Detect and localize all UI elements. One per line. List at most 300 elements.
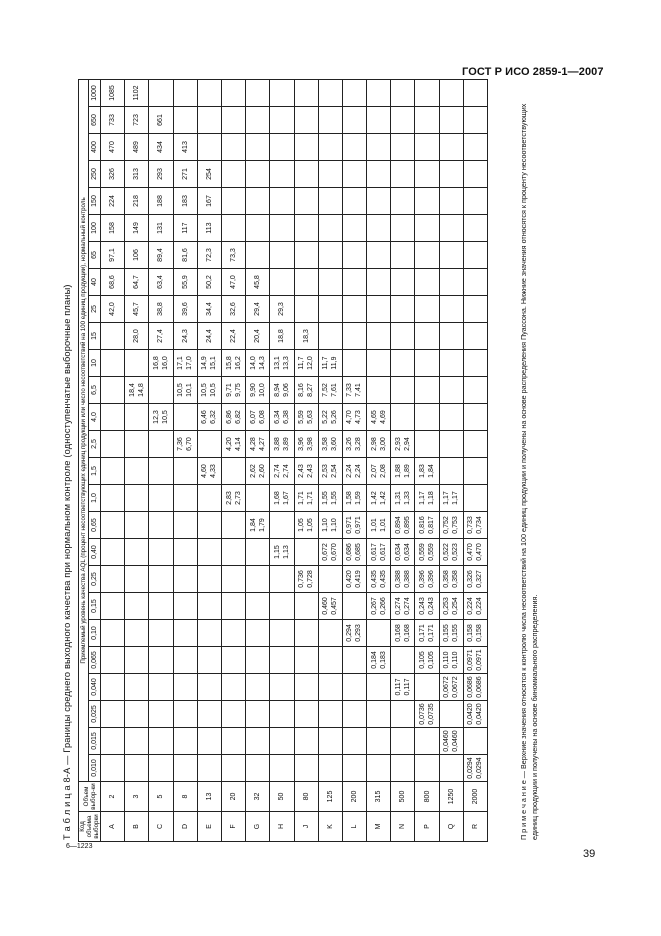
aoql-value-cell	[197, 79, 221, 106]
aoql-value-cell	[367, 161, 391, 188]
sample-size-cell: 50	[270, 782, 294, 812]
aoql-value-cell	[342, 755, 366, 782]
aql-level-header: 65	[88, 242, 100, 269]
aoql-value-cell: 6,34 6,38	[270, 404, 294, 431]
aoql-value-cell: 113	[197, 215, 221, 242]
sample-code-cell: B	[125, 812, 149, 842]
aoql-value-cell	[270, 269, 294, 296]
aoql-value-cell	[367, 323, 391, 350]
aoql-value-cell: 0,634 0,634	[391, 539, 415, 566]
aoql-value-cell	[391, 107, 415, 134]
aoql-value-cell	[342, 269, 366, 296]
aoql-value-cell	[173, 458, 197, 485]
aoql-value-cell	[391, 79, 415, 106]
aoql-value-cell: 0,158 0,158	[463, 620, 487, 647]
aql-level-header: 0,15	[88, 593, 100, 620]
aoql-value-cell: 254	[197, 161, 221, 188]
sample-code-cell: K	[318, 812, 342, 842]
aoql-value-cell: 0,0460 0,0460	[439, 728, 463, 755]
aoql-value-cell	[439, 323, 463, 350]
aoql-value-cell	[463, 161, 487, 188]
aoql-value-cell	[342, 701, 366, 728]
aoql-value-cell	[367, 377, 391, 404]
aoql-value-cell: 22,4	[221, 323, 245, 350]
aoql-value-cell	[221, 458, 245, 485]
aoql-value-cell	[463, 404, 487, 431]
aoql-value-cell: 8,94 9,06	[270, 377, 294, 404]
aoql-value-cell	[246, 161, 270, 188]
aoql-value-cell: 3,26 3,28	[342, 431, 366, 458]
aoql-value-cell: 0,267 0,266	[367, 593, 391, 620]
aoql-value-cell	[294, 134, 318, 161]
aoql-value-cell	[318, 242, 342, 269]
aoql-value-cell	[173, 512, 197, 539]
aoql-value-cell: 1,17 1,18	[415, 485, 439, 512]
aoql-value-cell	[246, 701, 270, 728]
aoql-value-cell	[246, 566, 270, 593]
aoql-value-cell: 158	[101, 215, 125, 242]
aoql-value-cell	[391, 269, 415, 296]
aoql-value-cell	[173, 404, 197, 431]
aoql-value-cell	[294, 188, 318, 215]
aoql-value-cell: 1,10 1,10	[318, 512, 342, 539]
sample-code-cell: J	[294, 812, 318, 842]
aoql-value-cell	[415, 728, 439, 755]
aql-level-header: 0,65	[88, 512, 100, 539]
aql-level-header: 250	[88, 161, 100, 188]
sample-code-cell: H	[270, 812, 294, 842]
sample-size-cell: 20	[221, 782, 245, 812]
aoql-value-cell	[197, 647, 221, 674]
aoql-value-cell	[125, 674, 149, 701]
aoql-value-cell	[367, 755, 391, 782]
aoql-value-cell	[391, 242, 415, 269]
aoql-value-cell: 149	[125, 215, 149, 242]
aoql-value-cell: 34,4	[197, 296, 221, 323]
aoql-value-cell	[246, 593, 270, 620]
aql-level-header: 150	[88, 188, 100, 215]
aoql-value-cell: 12,3 10,5	[149, 404, 173, 431]
aoql-value-cell: 24,4	[197, 323, 221, 350]
aoql-value-cell: 32,6	[221, 296, 245, 323]
aoql-value-cell: 20,4	[246, 323, 270, 350]
aoql-value-cell: 0,816 0,817	[415, 512, 439, 539]
aoql-value-cell	[342, 161, 366, 188]
aoql-value-cell: 4,70 4,73	[342, 404, 366, 431]
aoql-value-cell: 63,4	[149, 269, 173, 296]
aoql-value-cell: 97,1	[101, 242, 125, 269]
aql-level-header: 0,010	[88, 755, 100, 782]
aoql-value-cell: 271	[173, 161, 197, 188]
aoql-value-cell	[342, 107, 366, 134]
aoql-value-cell	[270, 728, 294, 755]
aoql-value-cell: 72,3	[197, 242, 221, 269]
aoql-value-cell	[270, 701, 294, 728]
aoql-value-cell	[367, 107, 391, 134]
aoql-value-cell	[125, 458, 149, 485]
sample-code-cell: E	[197, 812, 221, 842]
sample-code-cell: D	[173, 812, 197, 842]
sample-size-cell: 800	[415, 782, 439, 812]
aoql-value-cell	[173, 620, 197, 647]
aoql-value-cell: 0,0971 0,0971	[463, 647, 487, 674]
aoql-value-cell: 0,559 0,559	[415, 539, 439, 566]
sample-code-cell: G	[246, 812, 270, 842]
aoql-value-cell	[367, 79, 391, 106]
aoql-value-cell: 1,71 1,71	[294, 485, 318, 512]
rotated-table-block	[58, 82, 558, 842]
aoql-value-cell	[149, 593, 173, 620]
aoql-value-cell	[149, 539, 173, 566]
aoql-value-cell	[294, 107, 318, 134]
aoql-value-cell: 2,07 2,08	[367, 458, 391, 485]
sample-code-cell: R	[463, 812, 487, 842]
aoql-value-cell	[101, 431, 125, 458]
aoql-value-cell: 2,53 2,54	[318, 458, 342, 485]
aoql-value-cell	[221, 620, 245, 647]
aoql-value-cell	[439, 269, 463, 296]
aoql-value-cell: 224	[101, 188, 125, 215]
aoql-value-cell	[101, 539, 125, 566]
aoql-value-cell	[463, 134, 487, 161]
sample-code-cell: F	[221, 812, 245, 842]
aoql-value-cell: 0,171 0,171	[415, 620, 439, 647]
aoql-value-cell	[318, 728, 342, 755]
aoql-value-cell	[294, 296, 318, 323]
aoql-value-cell	[101, 350, 125, 377]
aoql-value-cell: 434	[149, 134, 173, 161]
aoql-value-cell: 413	[173, 134, 197, 161]
col-header-code: Код объема выборки	[79, 812, 101, 842]
print-mark: 6—1223	[66, 843, 93, 850]
aoql-value-cell	[270, 647, 294, 674]
aoql-value-cell: 0,294 0,293	[342, 620, 366, 647]
aoql-value-cell: 7,33 7,41	[342, 377, 366, 404]
aoql-value-cell	[221, 647, 245, 674]
aoql-value-cell	[246, 620, 270, 647]
aoql-value-cell	[149, 566, 173, 593]
aoql-value-cell	[294, 674, 318, 701]
aoql-value-cell	[415, 242, 439, 269]
aoql-value-cell	[415, 79, 439, 106]
table-caption: Т а б л и ц а 8-А — Границы среднего выходного качества при нормальном контроле (одноступенчатые выборочные планы)	[62, 284, 72, 840]
aql-level-header: 4,0	[88, 404, 100, 431]
aoql-value-cell: 0,470 0,470	[463, 539, 487, 566]
aoql-value-cell	[197, 674, 221, 701]
aoql-value-cell: 9,71 9,75	[221, 377, 245, 404]
aql-level-header: 0,065	[88, 647, 100, 674]
aoql-value-cell	[101, 566, 125, 593]
aoql-value-cell	[246, 647, 270, 674]
aoql-value-cell	[391, 215, 415, 242]
aoql-value-cell	[415, 404, 439, 431]
aoql-value-cell	[391, 188, 415, 215]
aoql-value-cell: 0,184 0,183	[367, 647, 391, 674]
aoql-value-cell	[342, 134, 366, 161]
aoql-value-cell	[149, 79, 173, 106]
aoql-value-cell	[463, 79, 487, 106]
sample-size-cell: 2	[101, 782, 125, 812]
aoql-value-cell	[197, 107, 221, 134]
aoql-value-cell	[197, 431, 221, 458]
aoql-value-cell	[367, 620, 391, 647]
aoql-value-cell: 1102	[125, 79, 149, 106]
table-row	[221, 79, 245, 841]
aoql-value-cell	[463, 431, 487, 458]
aoql-value-cell: 0,274 0,274	[391, 593, 415, 620]
aoql-value-cell	[318, 755, 342, 782]
aoql-value-cell: 1,17 1,17	[439, 485, 463, 512]
aoql-value-cell	[246, 134, 270, 161]
table-row	[415, 79, 439, 841]
aoql-value-cell: 11,7 11,9	[318, 350, 342, 377]
aoql-value-cell	[415, 134, 439, 161]
aoql-value-cell	[101, 512, 125, 539]
aoql-value-cell: 489	[125, 134, 149, 161]
aoql-value-cell	[197, 539, 221, 566]
aoql-value-cell	[125, 701, 149, 728]
aoql-value-cell	[463, 242, 487, 269]
col-header-size: Объем выбор-ки	[79, 782, 101, 812]
sample-size-cell: 2000	[463, 782, 487, 812]
aoql-value-cell	[221, 79, 245, 106]
aoql-value-cell	[415, 755, 439, 782]
aoql-value-cell	[246, 539, 270, 566]
aoql-value-cell	[367, 701, 391, 728]
aoql-value-cell	[463, 296, 487, 323]
aoql-value-cell: 45,7	[125, 296, 149, 323]
aoql-value-cell	[149, 485, 173, 512]
aoql-value-cell	[125, 593, 149, 620]
aoql-value-cell: 55,9	[173, 269, 197, 296]
table-note: П р и м е ч а н и е — Верхние значения относятся к контролю числа несоответствий на 100 единиц продукции и получены на основе распределения Пуассона. Нижние значения относятся к проценту несоответствующих единиц продукции и получены на основе биномиального распределения.	[519, 103, 539, 840]
aql-level-header: 400	[88, 134, 100, 161]
aql-level-header: 0,40	[88, 539, 100, 566]
aoql-value-cell	[270, 566, 294, 593]
aoql-value-cell	[463, 188, 487, 215]
aoql-value-cell	[415, 161, 439, 188]
aoql-value-cell	[342, 79, 366, 106]
page-number: 39	[583, 848, 596, 860]
aoql-value-cell: 10,5 10,1	[173, 377, 197, 404]
aoql-value-cell	[101, 323, 125, 350]
aoql-value-cell: 2,62 2,60	[246, 458, 270, 485]
aoql-value-cell: 14,0 14,3	[246, 350, 270, 377]
sample-size-cell: 5	[149, 782, 173, 812]
aoql-value-cell	[463, 107, 487, 134]
aoql-value-cell	[246, 728, 270, 755]
aoql-value-cell: 15,8 16,2	[221, 350, 245, 377]
aoql-value-cell: 42,0	[101, 296, 125, 323]
sample-code-cell: L	[342, 812, 366, 842]
aoql-value-cell	[101, 458, 125, 485]
aql-level-header: 0,015	[88, 728, 100, 755]
aoql-value-cell	[439, 161, 463, 188]
sample-size-cell: 1250	[439, 782, 463, 812]
aoql-value-cell	[101, 377, 125, 404]
aoql-value-cell	[173, 539, 197, 566]
aoql-value-cell: 3,58 3,60	[318, 431, 342, 458]
aoql-value-cell: 0,894 0,895	[391, 512, 415, 539]
aoql-value-cell	[463, 728, 487, 755]
aoql-value-cell	[125, 350, 149, 377]
aoql-value-cell	[415, 377, 439, 404]
aoql-value-cell: 1,01 1,01	[367, 512, 391, 539]
aoql-value-cell	[463, 350, 487, 377]
aoql-value-cell	[318, 296, 342, 323]
aoql-value-cell: 0,736 0,728	[294, 566, 318, 593]
document-id: ГОСТ Р ИСО 2859-1—2007	[462, 66, 604, 78]
aoql-value-cell	[294, 620, 318, 647]
aoql-value-cell	[463, 323, 487, 350]
aoql-value-cell: 64,7	[125, 269, 149, 296]
table-row	[270, 79, 294, 841]
aoql-value-cell	[197, 593, 221, 620]
aoql-value-cell	[439, 107, 463, 134]
aoql-value-cell: 47,0	[221, 269, 245, 296]
sample-code-cell: N	[391, 812, 415, 842]
aql-level-header: 100	[88, 215, 100, 242]
aoql-value-cell	[149, 458, 173, 485]
aoql-value-cell	[318, 620, 342, 647]
aoql-value-cell: 0,110 0,110	[439, 647, 463, 674]
aoql-value-cell	[318, 566, 342, 593]
aoql-value-cell	[149, 431, 173, 458]
aoql-value-cell	[246, 674, 270, 701]
aoql-value-cell	[342, 728, 366, 755]
sample-size-cell: 125	[318, 782, 342, 812]
aoql-value-cell	[367, 188, 391, 215]
aoql-value-cell	[391, 296, 415, 323]
aoql-value-cell: 45,8	[246, 269, 270, 296]
aoql-value-cell	[125, 620, 149, 647]
aoql-value-cell: 6,86 6,82	[221, 404, 245, 431]
aoql-value-cell: 1,05 1,05	[294, 512, 318, 539]
aoql-value-cell: 183	[173, 188, 197, 215]
aoql-value-cell: 1,84 1,79	[246, 512, 270, 539]
aoql-value-cell	[439, 350, 463, 377]
aoql-value-cell: 106	[125, 242, 149, 269]
aoql-value-cell	[367, 269, 391, 296]
aoql-value-cell	[221, 512, 245, 539]
table-row	[318, 79, 342, 841]
aoql-value-cell: 5,22 5,26	[318, 404, 342, 431]
aoql-value-cell	[101, 755, 125, 782]
aoql-value-cell	[439, 701, 463, 728]
aoql-value-cell	[125, 404, 149, 431]
table-row	[342, 79, 366, 841]
aoql-value-cell	[270, 674, 294, 701]
aoql-value-cell	[173, 755, 197, 782]
aql-level-header: 0,040	[88, 674, 100, 701]
aoql-value-cell: 2,74 2,74	[270, 458, 294, 485]
aoql-value-cell	[415, 296, 439, 323]
aoql-value-cell: 0,733 0,734	[463, 512, 487, 539]
aoql-value-cell	[367, 134, 391, 161]
aoql-value-cell: 1085	[101, 79, 125, 106]
aoql-value-cell	[173, 79, 197, 106]
aoql-value-cell	[318, 79, 342, 106]
aoql-value-cell: 14,9 15,1	[197, 350, 221, 377]
sample-size-cell: 315	[367, 782, 391, 812]
aoql-value-cell: 0,155 0,155	[439, 620, 463, 647]
aoql-value-cell: 9,90 10,0	[246, 377, 270, 404]
aoql-value-cell	[197, 701, 221, 728]
aoql-value-cell: 68,6	[101, 269, 125, 296]
aoql-value-cell: 0,105 0,105	[415, 647, 439, 674]
aoql-value-cell: 0,168 0,168	[391, 620, 415, 647]
aoql-value-cell: 0,686 0,685	[342, 539, 366, 566]
aoql-value-cell	[391, 647, 415, 674]
aoql-value-cell: 0,358 0,358	[439, 566, 463, 593]
aoql-value-cell	[439, 431, 463, 458]
aoql-value-cell	[101, 404, 125, 431]
aoql-value-cell: 1,15 1,13	[270, 539, 294, 566]
aoql-value-cell	[367, 728, 391, 755]
aoql-value-cell	[197, 620, 221, 647]
aql-level-header: 0,25	[88, 566, 100, 593]
aoql-value-cell: 29,4	[246, 296, 270, 323]
aoql-value-cell	[391, 728, 415, 755]
aoql-value-cell: 2,98 3,00	[367, 431, 391, 458]
aoql-value-cell	[197, 512, 221, 539]
aql-level-header: 25	[88, 296, 100, 323]
aoql-value-cell: 0,460 0,457	[318, 593, 342, 620]
aoql-value-cell	[391, 161, 415, 188]
sample-size-cell: 80	[294, 782, 318, 812]
table-row	[125, 79, 149, 841]
aoql-value-cell	[101, 728, 125, 755]
aoql-value-cell	[125, 485, 149, 512]
aoql-value-cell	[221, 107, 245, 134]
aoql-value-cell	[463, 377, 487, 404]
aoql-value-cell: 6,46 6,32	[197, 404, 221, 431]
aoql-value-cell	[439, 188, 463, 215]
aoql-value-cell	[439, 296, 463, 323]
aoql-value-cell	[391, 755, 415, 782]
aoql-value-cell	[342, 242, 366, 269]
aoql-value-cell: 13,1 13,3	[270, 350, 294, 377]
aoql-value-cell: 0,672 0,670	[318, 539, 342, 566]
sample-code-cell: M	[367, 812, 391, 842]
aoql-value-cell: 24,3	[173, 323, 197, 350]
aoql-value-cell	[149, 728, 173, 755]
aoql-value-cell	[270, 242, 294, 269]
aoql-value-cell	[149, 755, 173, 782]
aoql-value-cell	[367, 350, 391, 377]
aoql-value-cell: 28,0	[125, 323, 149, 350]
aoql-value-cell	[439, 404, 463, 431]
aoql-value-cell: 0,971 0,971	[342, 512, 366, 539]
aoql-value-cell	[246, 485, 270, 512]
aoql-table	[78, 79, 488, 842]
aql-level-header: 1,5	[88, 458, 100, 485]
aoql-value-cell	[391, 134, 415, 161]
aoql-value-cell: 1,88 1,89	[391, 458, 415, 485]
aoql-value-cell	[391, 404, 415, 431]
table-row	[173, 79, 197, 841]
aoql-value-cell	[439, 377, 463, 404]
aoql-value-cell	[125, 539, 149, 566]
aoql-value-cell: 18,4 14,8	[125, 377, 149, 404]
aoql-value-cell: 131	[149, 215, 173, 242]
table-row	[367, 79, 391, 841]
aoql-value-cell	[294, 701, 318, 728]
aoql-value-cell: 27,4	[149, 323, 173, 350]
aoql-value-cell	[294, 755, 318, 782]
aoql-value-cell	[318, 674, 342, 701]
aoql-value-cell	[318, 269, 342, 296]
